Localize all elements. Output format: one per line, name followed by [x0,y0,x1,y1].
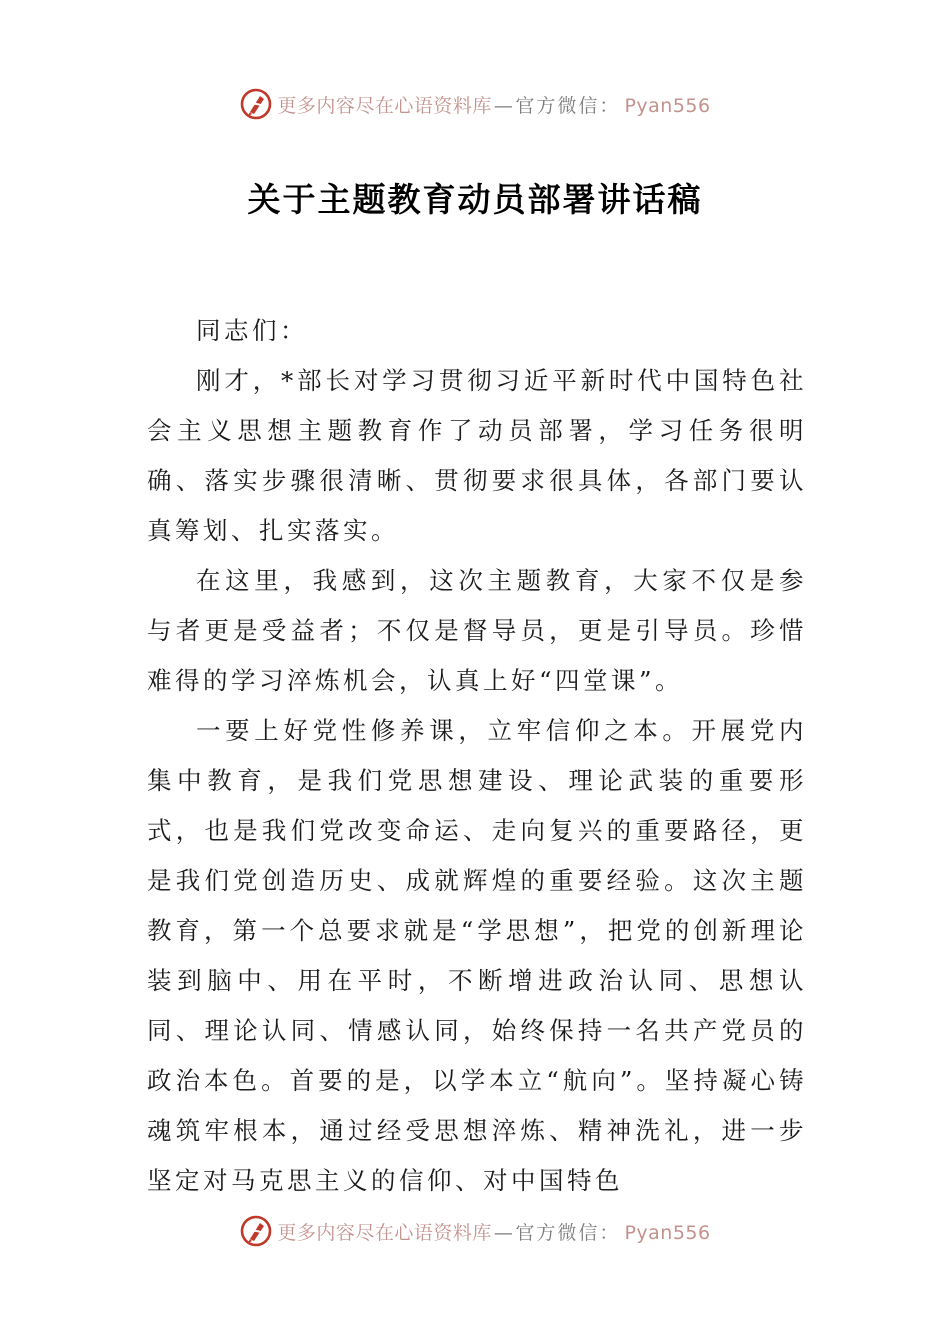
watermark-brand: 更多内容尽在心语资料库 [277,94,492,117]
pen-nib-logo-icon [239,1214,273,1248]
watermark-text [277,1218,710,1245]
body-paragraph: 在这里，我感到，这次主题教育，大家不仅是参与者更是受益者；不仅是督导员，更是引导员。珍惜难得的学习淬炼机会，认真上好“四堂课”。 [147,566,807,695]
watermark-brand: 更多内容尽在心语资料库 [277,1221,492,1244]
document-body [147,306,807,1206]
body-paragraph: 刚才，*部长对学习贯彻习近平新时代中国特色社会主义思想主题教育作了动员部署，学习任务很明确、落实步骤很清晰、贯彻要求很具体，各部门要认真筹划、扎实落实。 [147,366,807,545]
watermark-text [277,91,710,118]
watermark-wechat-id: Pyan556 [624,1221,711,1244]
pen-nib-logo-icon [239,87,273,121]
body-paragraph: 一要上好党性修养课，立牢信仰之本。开展党内集中教育，是我们党思想建设、理论武装的重要形式，也是我们党改变命运、走向复兴的重要路径，更是我们党创造历史、成就辉煌的重要经验。这次主题教育，第一个总要求就是“学思想”，把党的创新理论装到脑中、用在平时，不断增进政治认同、思想认同、理论认同、情感认同，始终保持一名共产党员的政治本色。首要的是，以学本立“航向”。坚持凝心铸魂筑牢根本，通过经受思想淬炼、精神洗礼，进一步坚定对马克思主义的信仰、对中国特色 [147,716,807,1195]
watermark-dash: — [493,1221,514,1244]
footer-watermark [0,1211,950,1251]
salutation-paragraph: 同志们： [196,316,308,345]
document-title: 关于主题教育动员部署讲话稿 [247,180,703,219]
header-watermark [0,84,950,124]
watermark-official-label: 官方微信： [515,94,621,117]
watermark-dash: — [493,94,514,117]
watermark-wechat-id: Pyan556 [624,94,711,117]
watermark-official-label: 官方微信： [515,1221,621,1244]
